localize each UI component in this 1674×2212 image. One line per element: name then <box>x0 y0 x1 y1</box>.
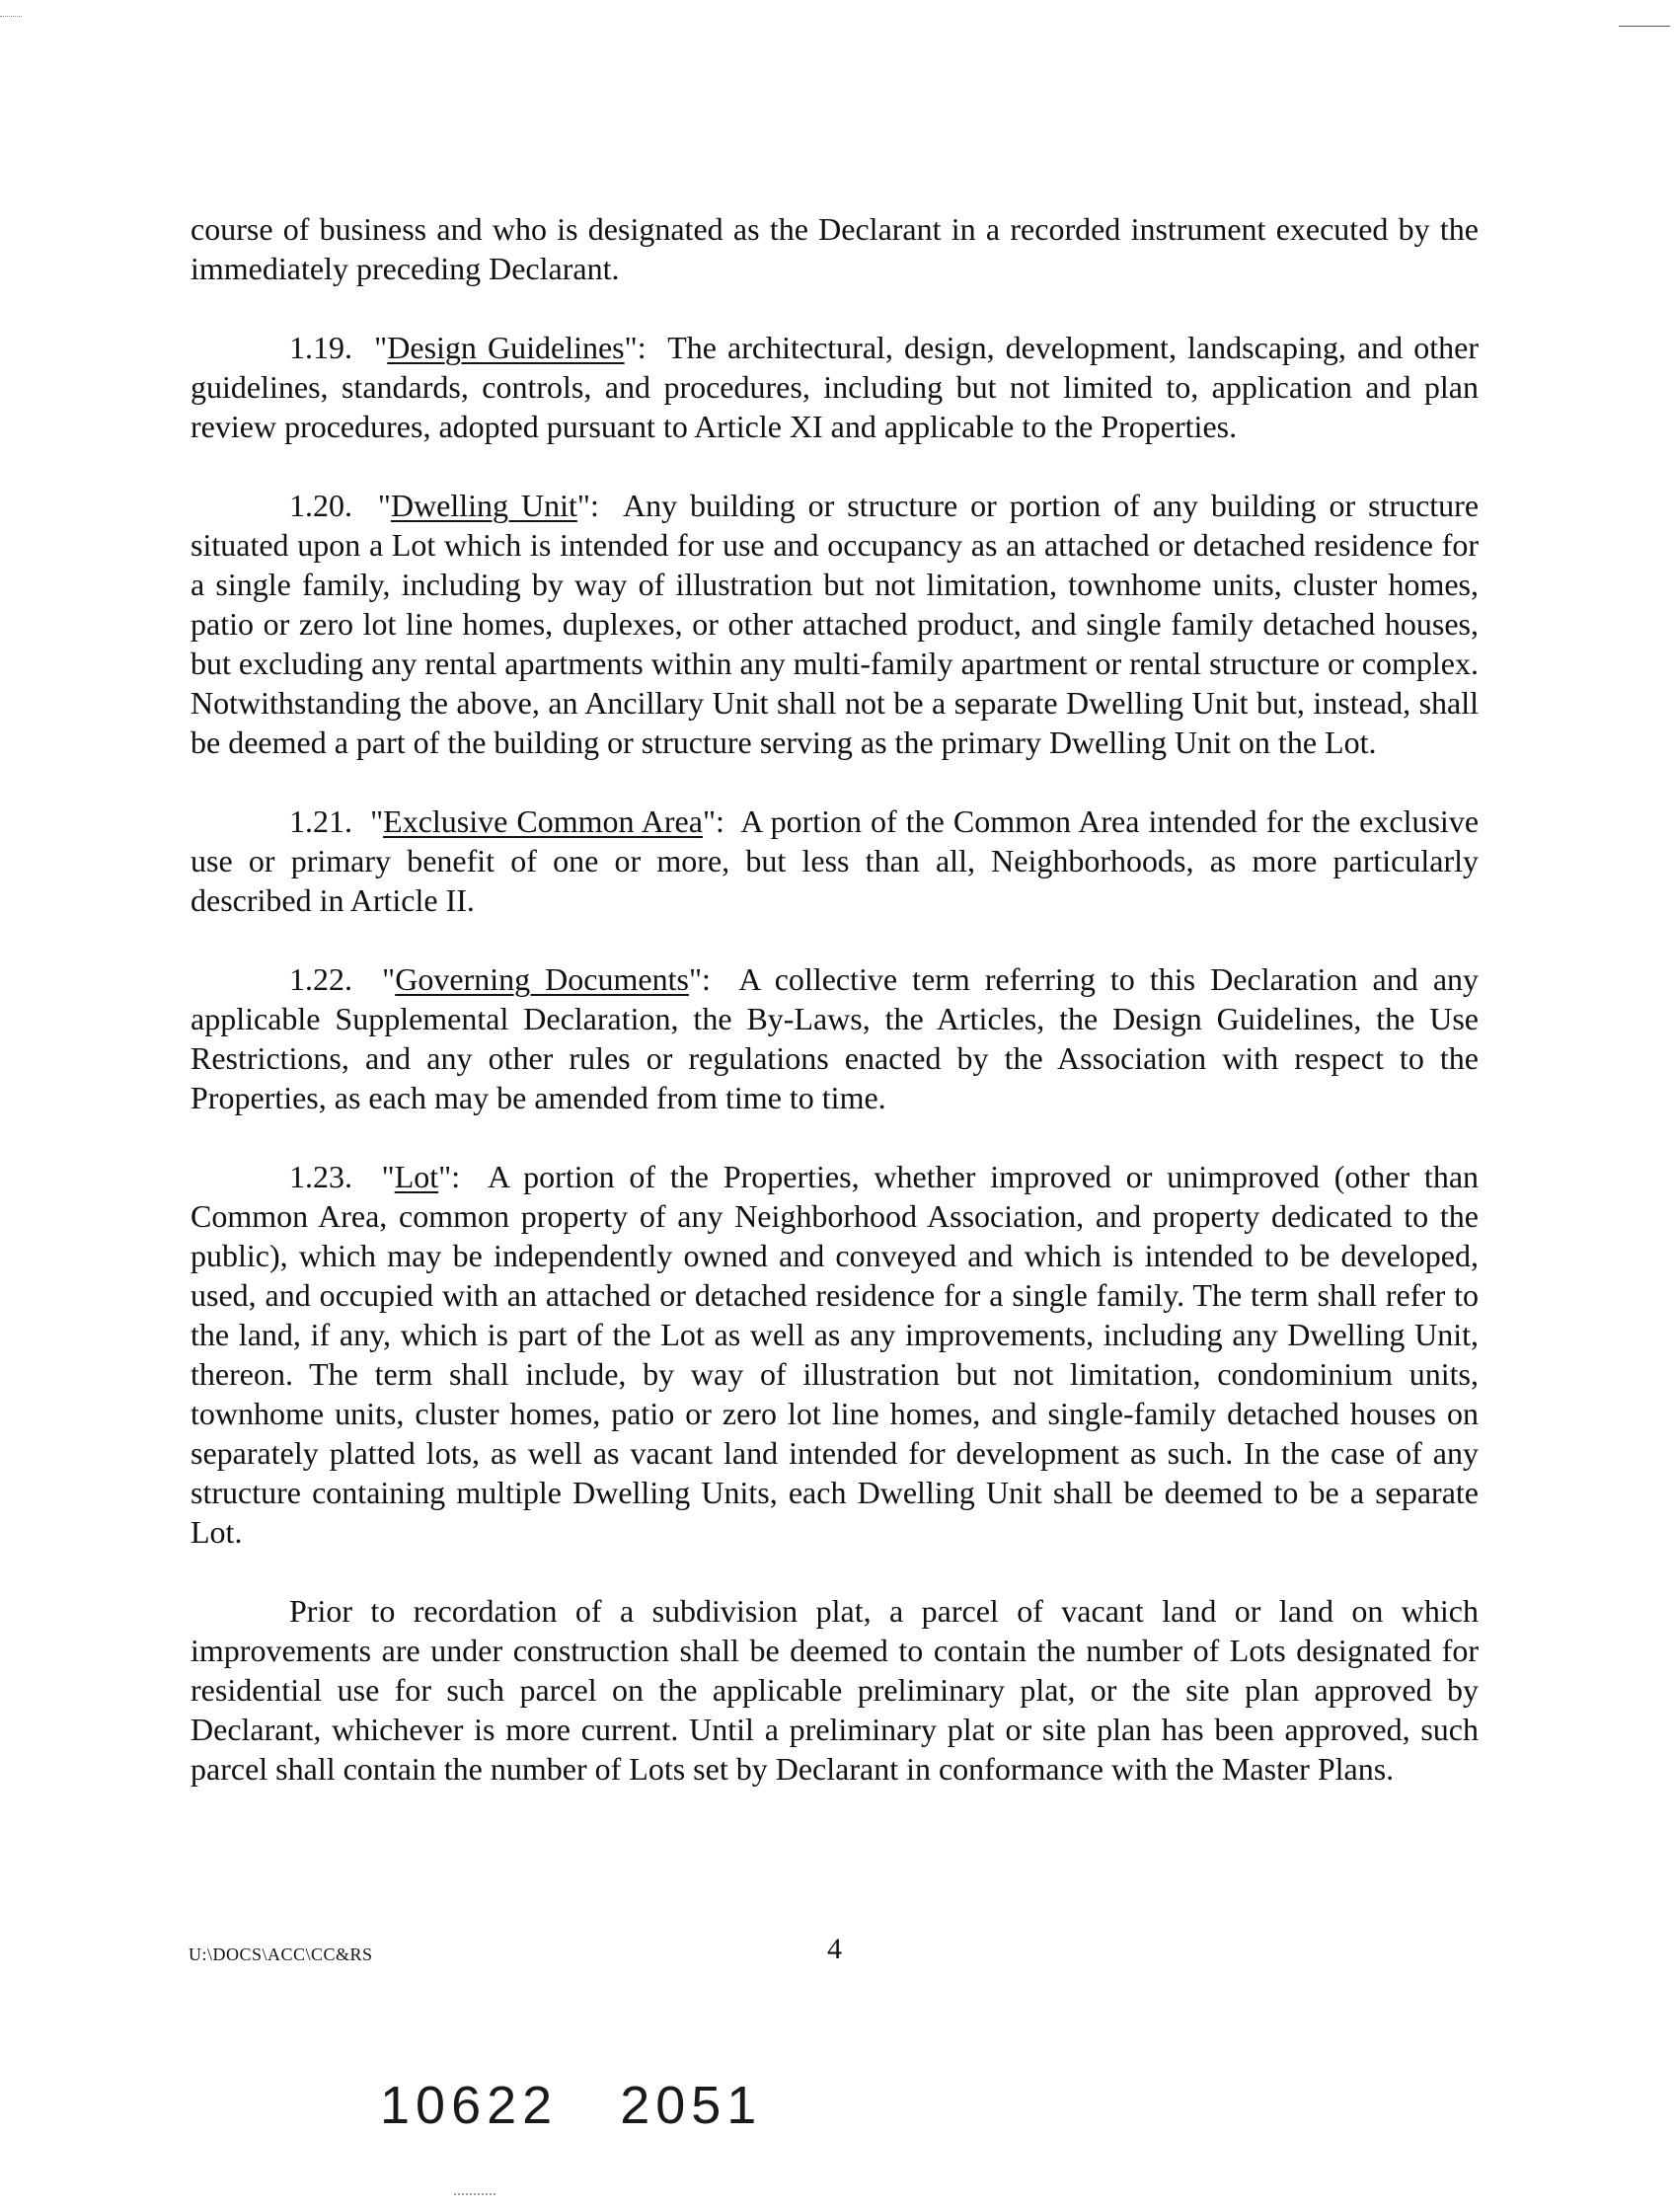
defined-term: Dwelling Unit <box>390 488 577 523</box>
paragraph-continuation: course of business and who is designated as the Declarant in a recorded instrument executed by the immediately preceding Declarant. <box>190 211 1479 286</box>
definition-text: The architectural, design, development, landscaping, and other guidelines, standards, controls, and procedures, including but not limited to, application and plan review procedures, adopted pursuant to Article XI and applicable to the Properties. <box>190 330 1480 444</box>
section-1-22: 1.22. "Governing Documents": A collective term referring to this Declaration and any applicable Supplemental Declaration, the By-Laws, the Articles, the Design Guidelines, the Use Restrictions, and any other rules or regulations enacted by the Association with respect to the Properties, as each may be amended from time to time. <box>190 961 1480 1115</box>
definition-text: Any building or structure or portion of any building or structure situated upon a Lot which is intended for use and occupancy as an attached or detached residence for a single family, including by way of illustration but not limitation, townhome units, cluster homes, patio or zero lot line homes, duplexes, or other attached product, and single family detached houses, but excluding any rental apartments within any multi-family apartment or rental structure or complex. Notwithstanding the above, an Ancillary Unit shall not be a separate Dwelling Unit but, instead, shall be deemed a part of the building or structure serving as the primary Dwelling Unit on the Lot. <box>190 488 1480 760</box>
scan-artifact-dots <box>454 2193 495 2196</box>
section-number: 1.21. <box>289 803 352 839</box>
defined-term: Design Guidelines <box>387 330 625 365</box>
section-1-23: 1.23. "Lot": A portion of the Properties, whether improved or unimproved (other than Common Area, common property of any Neighborhood Association, and property dedicated to the public), which may be independently owned and conveyed and which is intended to be developed, used, and occupied with an attached or detached residence for a single family. The term shall refer to the land, if any, which is part of the Lot as well as any improvements, including any Dwelling Unit, thereon. The term shall include, by way of illustration but not limitation, condominium units, townhome units, cluster homes, patio or zero lot line homes, and single-family detached houses on separately platted lots, as well as vacant land intended for development as such. In the case of any structure containing multiple Dwelling Units, each Dwelling Unit shall be deemed to be a separate Lot. <box>190 1159 1480 1550</box>
scan-artifact-line <box>1619 26 1670 27</box>
scan-artifact-mark <box>0 16 22 18</box>
definition-text: A portion of the Common Area intended for the exclusive use or primary benefit of one or more, but less than all, Neighborhoods, as more particularly described in Article II. <box>190 803 1480 918</box>
document-body <box>190 209 1479 1828</box>
section-number: 1.23. <box>289 1159 352 1194</box>
section-number: 1.22. <box>289 961 352 997</box>
section-number: 1.20. <box>289 488 352 523</box>
section-1-19: 1.19. "Design Guidelines": The architectural, design, development, landscaping, and other guidelines, standards, controls, and procedures, including but not limited to, application and plan review procedures, adopted pursuant to Article XI and applicable to the Properties. <box>190 330 1480 444</box>
recording-stamp <box>380 2075 762 2136</box>
page-number: 4 <box>827 1933 842 1965</box>
defined-term: Lot <box>394 1159 439 1194</box>
definition-text: A portion of the Properties, whether improved or unimproved (other than Common Area, common property of any Neighborhood Association, and property dedicated to the public), which may be independently owned and conveyed and which is intended to be developed, used, and occupied with an attached or detached residence for a single family. The term shall refer to the land, if any, which is part of the Lot as well as any improvements, including any Dwelling Unit, thereon. The term shall include, by way of illustration but not limitation, condominium units, townhome units, cluster homes, patio or zero lot line homes, and single-family detached houses on separately platted lots, as well as vacant land intended for development as such. In the case of any structure containing multiple Dwelling Units, each Dwelling Unit shall be deemed to be a separate Lot. <box>190 1159 1480 1550</box>
stamp-book-number: 10622 <box>380 2076 559 2135</box>
defined-term: Governing Documents <box>395 961 689 997</box>
footer-file-path: U:\DOCS\ACC\CC&RS <box>189 1945 373 1964</box>
section-number: 1.19. <box>289 330 352 365</box>
defined-term: Exclusive Common Area <box>383 803 703 839</box>
section-1-21: 1.21. "Exclusive Common Area": A portion of the Common Area intended for the exclusive use or primary benefit of one or more, but less than all, Neighborhoods, as more particularly described in Article II. <box>190 803 1480 918</box>
definition-text: A collective term referring to this Declaration and any applicable Supplemental Declaration, the By-Laws, the Articles, the Design Guidelines, the Use Restrictions, and any other rules or regulations enacted by the Association with respect to the Properties, as each may be amended from time to time. <box>190 961 1480 1115</box>
paragraph-prior-to-recordation: Prior to recordation of a subdivision plat, a parcel of vacant land or land on which improvements are under construction shall be deemed to contain the number of Lots designated for residential use for such parcel on the applicable preliminary plat, or the site plan approved by Declarant, whichever is more current. Until a preliminary plat or site plan has been approved, such parcel shall contain the number of Lots set by Declarant in conformance with the Master Plans. <box>190 1593 1479 1787</box>
section-1-20: 1.20. "Dwelling Unit": Any building or structure or portion of any building or structure situated upon a Lot which is intended for use and occupancy as an attached or detached residence for a single family, including by way of illustration but not limitation, townhome units, cluster homes, patio or zero lot line homes, duplexes, or other attached product, and single family detached houses, but excluding any rental apartments within any multi-family apartment or rental structure or complex. Notwithstanding the above, an Ancillary Unit shall not be a separate Dwelling Unit but, instead, shall be deemed a part of the building or structure serving as the primary Dwelling Unit on the Lot. <box>190 488 1480 760</box>
stamp-page-number: 2051 <box>620 2076 763 2135</box>
